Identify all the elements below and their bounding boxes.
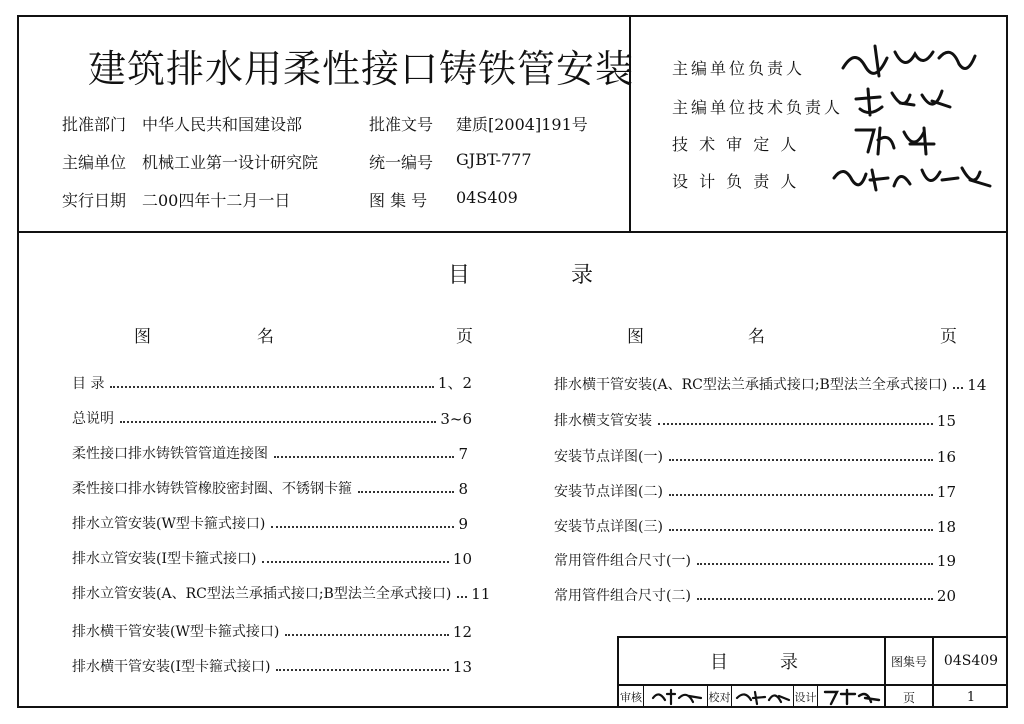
toc-item-page: 16 xyxy=(936,448,956,466)
toc-right-item-3[interactable] xyxy=(554,444,956,466)
tb-divider-v5 xyxy=(731,684,732,708)
tb-design-signature xyxy=(821,688,881,706)
toc-item-name: 排水横干管安装(W型卡箍式接口) xyxy=(72,624,280,640)
leader-dots xyxy=(457,596,467,598)
toc-item-page: 14 xyxy=(967,376,987,394)
leader-dots xyxy=(697,563,933,565)
meta-value-editor-unit: 机械工业第一设计研究院 xyxy=(142,153,319,172)
toc-item-name: 安装节点详图(三) xyxy=(554,519,663,535)
toc-item-name: 排水立管安装(I型卡箍式接口) xyxy=(72,551,257,567)
toc-left-item-7[interactable] xyxy=(72,581,491,603)
toc-item-page: 3~6 xyxy=(440,410,472,428)
tb-review-label: 审核 xyxy=(620,691,642,704)
toc-left-item-9[interactable] xyxy=(72,654,472,676)
tb-design-label: 设计 xyxy=(794,691,817,704)
col-head-right-name: 名 xyxy=(748,327,765,347)
signature-technical-reviewer xyxy=(850,122,950,158)
toc-title-right: 录 xyxy=(571,263,594,288)
meta-label-effective-date: 实行日期 xyxy=(62,191,127,210)
toc-right-item-2[interactable] xyxy=(554,408,956,430)
toc-item-page: 13 xyxy=(452,658,472,676)
toc-item-page: 17 xyxy=(936,483,956,501)
leader-dots xyxy=(358,491,454,493)
leader-dots xyxy=(276,669,448,671)
toc-item-page: 18 xyxy=(936,518,956,536)
tb-divider-v3 xyxy=(643,684,644,708)
leader-dots xyxy=(285,634,449,636)
meta-label-unified-no: 统一编号 xyxy=(369,153,434,172)
col-head-left-fig: 图 xyxy=(134,327,151,347)
toc-item-name: 排水横干管安装(I型卡箍式接口) xyxy=(72,659,271,675)
meta-value-approval-no: 建质[2004]191号 xyxy=(456,115,588,134)
tb-divider-v7 xyxy=(817,684,818,708)
leader-dots xyxy=(262,561,448,563)
toc-right-item-5[interactable] xyxy=(554,514,956,536)
leader-dots xyxy=(669,529,933,531)
toc-left-item-4[interactable] xyxy=(72,476,468,498)
meta-label-approval-no: 批准文号 xyxy=(369,115,434,134)
col-head-left-page: 页 xyxy=(456,327,473,347)
resp-label-design-lead: 设 计 负 责 人 xyxy=(672,172,800,191)
toc-item-name: 安装节点详图(一) xyxy=(554,449,663,465)
toc-left-item-3[interactable] xyxy=(72,441,468,463)
toc-item-name: 安装节点详图(二) xyxy=(554,484,663,500)
signature-chief-editor xyxy=(835,38,985,82)
toc-item-name: 排水立管安装(W型卡箍式接口) xyxy=(72,516,266,532)
leader-dots xyxy=(697,598,933,600)
tb-review-signature xyxy=(649,688,703,706)
resp-label-chief-editor: 主编单位负责人 xyxy=(672,59,806,78)
tb-page-value: 1 xyxy=(966,689,976,705)
toc-item-page: 15 xyxy=(936,412,956,430)
atlas-title: 建筑排水用柔性接口铸铁管安装 xyxy=(88,47,635,91)
leader-dots xyxy=(669,459,933,461)
resp-label-technical-chief: 主编单位技术负责人 xyxy=(672,98,844,117)
tb-name-left: 目 xyxy=(710,652,728,673)
leader-dots xyxy=(120,421,436,423)
toc-left-item-8[interactable] xyxy=(72,619,472,641)
toc-left-item-5[interactable] xyxy=(72,511,468,533)
leader-dots xyxy=(953,387,963,389)
toc-item-name: 排水横干管安装(A、RC型法兰承插式接口;B型法兰全承式接口) xyxy=(554,377,948,393)
meta-label-approval-dept: 批准部门 xyxy=(62,115,127,134)
leader-dots xyxy=(110,386,433,388)
col-head-left-name: 名 xyxy=(257,327,274,347)
toc-item-name: 排水横支管安装 xyxy=(554,413,652,429)
title-block xyxy=(617,636,1008,708)
toc-item-name: 常用管件组合尺寸(二) xyxy=(554,588,691,604)
meta-label-editor-unit: 主编单位 xyxy=(62,153,127,172)
col-head-right-fig: 图 xyxy=(627,327,644,347)
signature-technical-chief xyxy=(850,85,960,121)
meta-value-unified-no: GJBT-777 xyxy=(456,150,532,169)
meta-value-effective-date: 二00四年十二月一日 xyxy=(142,191,291,210)
tb-name-right: 录 xyxy=(780,652,798,673)
header-divider xyxy=(17,231,1008,233)
toc-right-item-6[interactable] xyxy=(554,548,956,570)
signature-design-lead xyxy=(830,160,995,196)
toc-item-name: 常用管件组合尺寸(一) xyxy=(554,553,691,569)
toc-right-item-7[interactable] xyxy=(554,583,956,605)
toc-item-page: 1、2 xyxy=(437,374,472,392)
toc-item-name: 柔性接口排水铸铁管管道连接图 xyxy=(72,446,268,462)
toc-right-item-1[interactable] xyxy=(554,372,987,394)
toc-item-name: 排水立管安装(A、RC型法兰承插式接口;B型法兰全承式接口) xyxy=(72,586,452,602)
tb-atlas-label: 图集号 xyxy=(890,654,927,669)
col-head-right-page: 页 xyxy=(940,327,957,347)
tb-atlas-value: 04S409 xyxy=(943,653,999,669)
toc-item-page: 19 xyxy=(936,552,956,570)
toc-title-left: 目 xyxy=(448,263,471,288)
tb-check-signature xyxy=(735,688,791,706)
toc-left-item-1[interactable] xyxy=(72,371,472,393)
toc-item-name: 目 录 xyxy=(72,376,105,392)
toc-item-name: 总说明 xyxy=(72,411,114,427)
leader-dots xyxy=(274,456,454,458)
toc-item-page: 12 xyxy=(452,623,472,641)
leader-dots xyxy=(669,494,933,496)
toc-left-item-6[interactable] xyxy=(72,546,472,568)
toc-item-page: 20 xyxy=(936,587,956,605)
leader-dots xyxy=(658,423,933,425)
tb-check-label: 校对 xyxy=(708,691,731,704)
tb-page-label: 页 xyxy=(902,690,915,705)
toc-item-page: 10 xyxy=(452,550,472,568)
toc-item-name: 柔性接口排水铸铁管橡胶密封圈、不锈钢卡箍 xyxy=(72,481,352,497)
toc-left-item-2[interactable] xyxy=(72,406,472,428)
toc-item-page: 11 xyxy=(471,585,491,603)
resp-label-technical-reviewer: 技 术 审 定 人 xyxy=(672,135,800,154)
meta-label-atlas-no: 图 集 号 xyxy=(369,191,428,210)
toc-right-item-4[interactable] xyxy=(554,479,956,501)
leader-dots xyxy=(271,526,454,528)
toc-item-page: 9 xyxy=(458,515,468,533)
meta-value-atlas-no: 04S409 xyxy=(456,188,518,207)
meta-value-approval-dept: 中华人民共和国建设部 xyxy=(142,115,303,134)
toc-item-page: 7 xyxy=(458,445,468,463)
toc-item-page: 8 xyxy=(458,480,468,498)
